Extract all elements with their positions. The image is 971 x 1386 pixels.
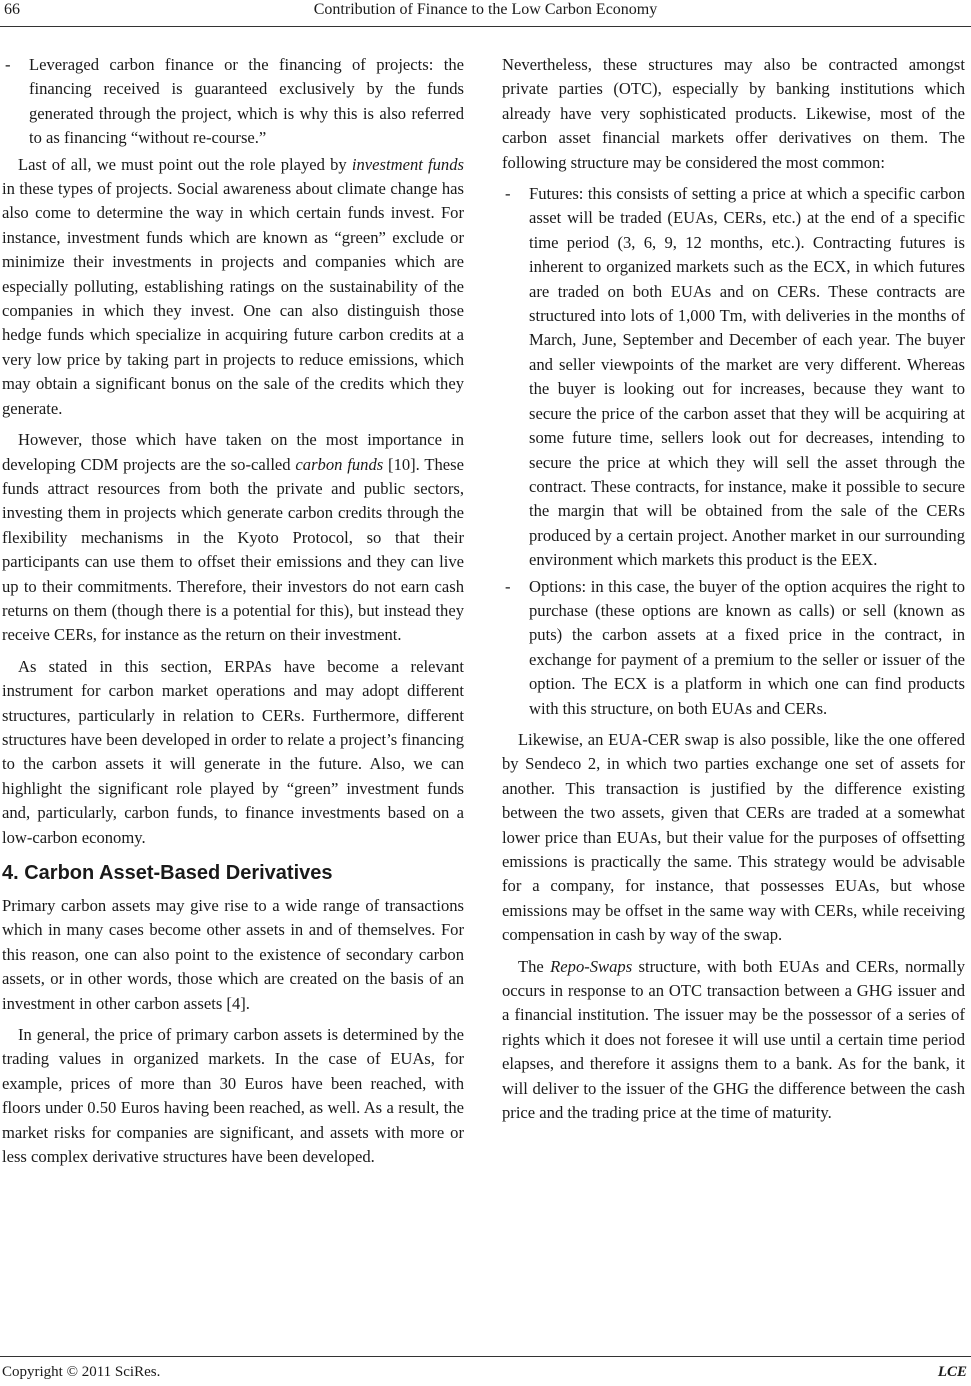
paragraph: Primary carbon assets may give rise to a wide range of transactions which in many cases become other assets in and of themselves. For this reason, one can also point to the existence of secondary carbon assets, or in other words, those which are created on the basis of an investment in other carbon assets [4]. xyxy=(2,896,464,1013)
paragraph: Nevertheless, these structures may also be contracted amongst private parties (OTC), especially by banking institutions which already have very sophisticated products. Likewise, most of the carbon asset financial markets offer derivatives on them. The following structure may be considered the most common: xyxy=(502,55,965,172)
paragraph: As stated in this section, ERPAs have become a relevant instrument for carbon market operations and may adopt different structures, particularly in relation to CERs. Furthermore, different structures have been developed in order to relate a project’s financing to the carbon assets it will generate in the future. Also, we can highlight the significant role played by “green” investment funds and, particularly, carbon funds, to finance investments based on a low-carbon economy. xyxy=(2,656,464,847)
section-heading: 4. Carbon Asset-Based Derivatives xyxy=(2,862,333,884)
right-column xyxy=(502,53,965,1132)
page-number: 66 xyxy=(4,1,20,18)
paragraph: The Repo-Swaps structure, with both EUAs and CERs, normally occurs in response to an OTC transaction between a GHG issuer and a financial institution. The issuer may be the possessor of a series of rights which it does not foresee it will use until a certain time period elapses, and therefore it assigns them to a bank. As for the bank, it will deliver to the issuer of the GHG the difference between the cash price and the trading price at the time of maturity. xyxy=(502,956,965,1123)
running-title: Contribution of Finance to the Low Carbon Economy xyxy=(313,1,658,18)
page-header xyxy=(0,0,971,26)
list-item xyxy=(502,575,965,721)
header-rule xyxy=(0,26,971,27)
paragraph: Likewise, an EUA-CER swap is also possible, like the one offered by Sendeco 2, in which two parties exchange one set of assets for another. This transaction is justified by the difference existing between the two assets, given that CERs are traded at a somewhat lower price than EUAs, but their value for the purposes of offsetting emissions is practically the same. This strategy would be advisable for a company, for instance, that possesses EUAs, but whose emissions may be offset in the same way with CERs, while receiving compensation in cash by way of the swap. xyxy=(502,729,965,945)
paragraph: Last of all, we must point out the role played by investment funds in these types of projects. Social awareness about climate change has also come to determine the way in which certain funds invest. For instance, investment funds which are known as “green” exclude or minimize their investments in projects and companies which are especially polluting, establishing ratings on the sustainability of the companies in which they invest. One can also distinguish those hedge funds which specialize in acquiring future carbon credits at a very low price by taking part in projects to reduce emissions, which may obtain a significant bonus on the sale of the credits which they generate. xyxy=(2,154,464,418)
list-item xyxy=(2,53,464,151)
bullet-text: Leveraged carbon finance or the financing of projects: the financing received is guaranteed exclusively by the funds generated through the project, which is why this is also referred to as financing “without re-course.” xyxy=(29,55,464,148)
bullet-text: Futures: this consists of setting a price at which a specific carbon asset will be traded (EUAs, CERs, etc.) at the end of a specific time period (3, 6, 9, 12 months, etc.). Contracting futures is inherent to organized markets such as the ECX, in which futures are traded on both EUAs and on CERs. These contracts are structured into lots of 1,000 Tm, with deliveries in the months of March, June, September and December of each year. The buyer and seller viewpoints of the market are very different. Whereas the buyer is looking out for increases, because they want to secure the price of the carbon asset that they will be acquiring at some future time, sellers look out for decreases, intending to secure the price at which they will sell the asset through the contract. These contracts, for instance, make it possible to secure the margin that will be obtained from the sale of the CERs produced by a certain project. Another market in our surrounding environment which markets this product is the EEX. xyxy=(529,184,965,570)
emphasis: investment funds xyxy=(351,154,464,174)
copyright-notice: Copyright © 2011 SciRes. xyxy=(2,1364,161,1380)
emphasis: carbon funds xyxy=(295,454,384,474)
bullet-text: Options: in this case, the buyer of the option acquires the right to purchase (these options are known as calls) or sell (known as puts) the carbon assets at a fixed price in the contract, in exchange for payment of a premium to the seller or issuer of the option. The ECX is a platform in which one can find products with this structure, on both EUAs and CERs. xyxy=(529,576,965,718)
dash-bullet-icon: - xyxy=(5,55,11,74)
dash-bullet-icon: - xyxy=(505,184,511,204)
paragraph: In general, the price of primary carbon assets is determined by the trading values in organized markets. In the case of EUAs, for example, prices of more than 30 Euros have been reached, with floors under 0.50 Euros having been reached, as well. As a result, the market risks for companies are significant, and assets with more or less complex derivative structures have been developed. xyxy=(2,1025,464,1167)
paragraph: However, those which have taken on the most importance in developing CDM projects are the so-called carbon funds [10]. These funds attract resources from both the private and public sectors, investing them in projects which generate carbon credits through the flexibility mechanisms in the Kyoto Protocol, so that their participants can use them to offset their emissions and they can live up to their commitments. Therefore, their investors do not earn cash returns on them (though there is a potential for this), but instead they receive CERs, for instance as the return on their investment. xyxy=(2,430,464,645)
dash-bullet-icon: - xyxy=(505,576,511,596)
footer-rule xyxy=(0,1356,971,1357)
journal-abbreviation: LCE xyxy=(937,1364,967,1380)
left-column xyxy=(2,53,464,1176)
emphasis: Repo-Swaps xyxy=(550,956,633,976)
list-item xyxy=(502,182,965,573)
